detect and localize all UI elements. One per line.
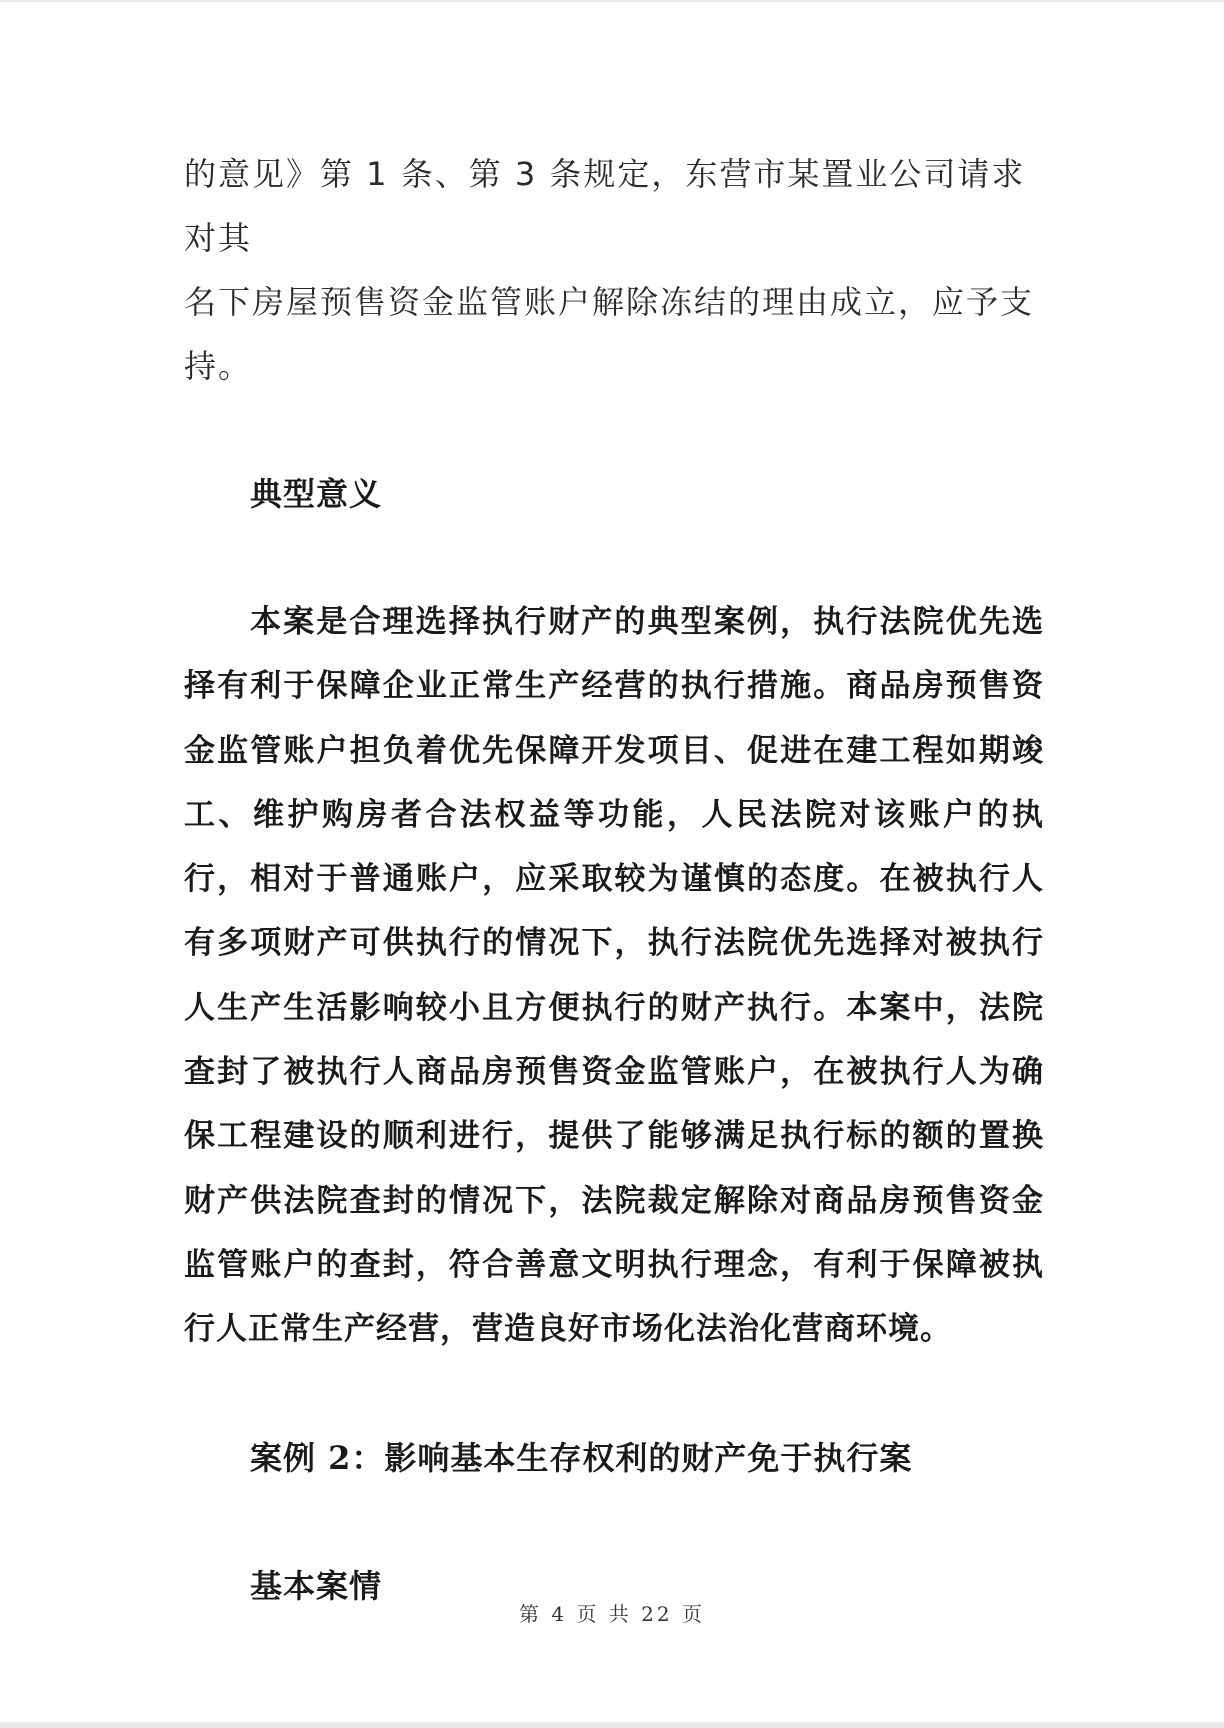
spacer [184,398,1044,462]
document-body [184,142,1044,1618]
spacer [184,526,1044,590]
page-top-edge [0,0,1224,2]
spacer [184,1490,1044,1554]
continuation-line-2: 名下房屋预售资金监管账户解除冻结的理由成立，应予支持。 [184,283,1035,385]
section-heading-significance: 典型意义 [250,475,383,513]
facts-heading: 基本案情 [250,1566,383,1605]
continuation-line-1: 的意见》第 1 条、第 3 条规定，东营市某置业公司请求对其 [184,155,1026,257]
page-bottom-edge [0,1722,1224,1728]
case-heading: 案例 2：影响基本生存权利的财产免于执行案 [250,1438,913,1477]
spacer [184,1362,1044,1426]
page-number-footer: 第 4 页 共 22 页 [519,1602,705,1626]
significance-paragraph: 本案是合理选择执行财产的典型案例，执行法院优先选择有利于保障企业正常生产经营的执行措施。商品房预售资金监管账户担负着优先保障开发项目、促进在建工程如期竣工、维护购房者合法权益等功能，人民法院对该账户的执行，相对于普通账户，应采取较为谨慎的态度。在被执行人有多项财产可供执行的情况下，执行法院优先选择对被执行人生产生活影响较小且方便执行的财产执行。本案中，法院查封了被执行人商品房预售资金监管账户，在被执行人为确保工程建设的顺利进行，提供了能够满足执行标的额的置换财产供法院查封的情况下，法院裁定解除对商品房预售资金监管账户的查封，符合善意文明执行理念，有利于保障被执行人正常生产经营，营造良好市场化法治化营商环境。 [184,604,1044,1348]
